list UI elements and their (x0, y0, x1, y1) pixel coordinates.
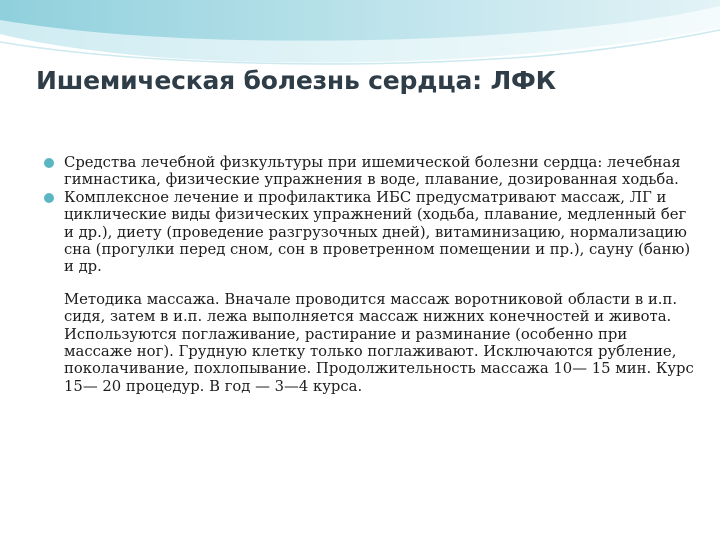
slide-content (44, 154, 694, 395)
bullet-item (44, 189, 694, 276)
slide-title: Ишемическая болезнь сердца: ЛФК (36, 66, 556, 95)
bullet-text: Средства лечебной физкультуры при ишемической болезни сердца: лечебная гимнастика, физические упражнения в воде, плавание, дозированная ходьба. (64, 154, 681, 189)
header-wave-decoration (0, 0, 720, 120)
massage-method-paragraph: Методика массажа. Вначале проводится массаж воротниковой области в и.п. сидя, затем в и.п. лежа выполняется массаж нижних конечностей и живота. Используются поглаживание, растирание и разминание (особенно при массаже ног). Грудную клетку только поглаживают. Исключаются рубление, поколачивание, похлопывание. Продолжительность массажа 10— 15 мин. Курс 15— 20 процедур. В год — 3—4 курса. (64, 290, 694, 395)
bullet-dot-icon (44, 193, 54, 203)
bullet-text: Комплексное лечение и профилактика ИБС предусматривают массаж, ЛГ и циклические виды физических упражнений (ходьба, плавание, медленный бег и др.), диету (проведение разгрузочных дней), витаминизацию, нормализацию сна (прогулки перед сном, сон в проветренном помещении и пр.), сауну (баню) и др. (64, 188, 691, 276)
bullet-dot-icon (44, 158, 54, 168)
bullet-item (44, 154, 694, 189)
